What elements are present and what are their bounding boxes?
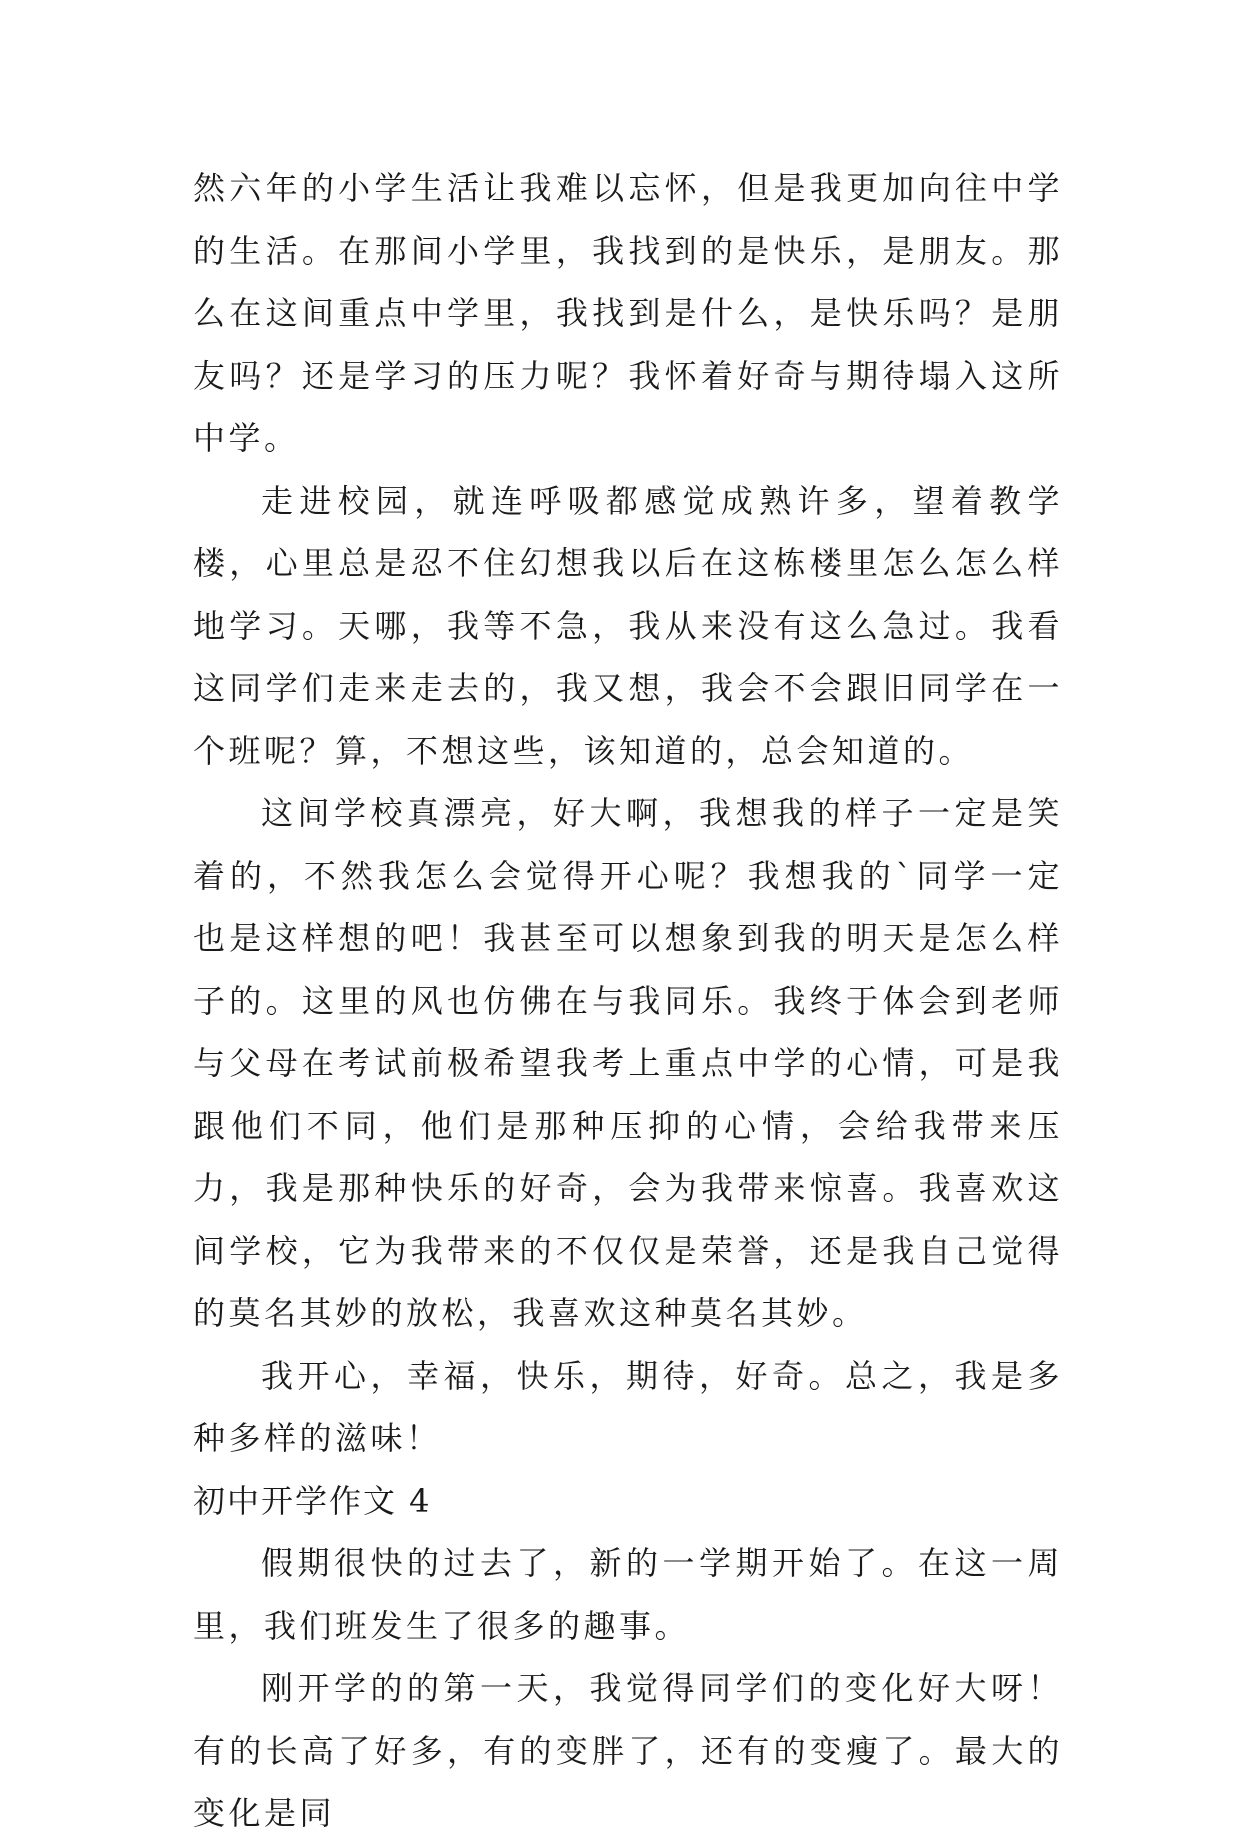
paragraph: 走进校园，就连呼吸都感觉成熟许多，望着教学楼，心里总是忍不住幻想我以后在这栋楼里怎么怎么样地学习。天哪，我等不急，我从来没有这么急过。我看这同学们走来走去的，我又想，我会不会跟旧同学在一个班呢？算，不想这些，该知道的，总会知道的。 <box>193 481 1063 770</box>
section-heading: 初中开学作文 4 <box>193 1481 432 1520</box>
paragraph: 然六年的小学生活让我难以忘怀，但是我更加向往中学的生活。在那间小学里，我找到的是快乐，是朋友。那么在这间重点中学里，我找到是什么，是快乐吗？是朋友吗？还是学习的压力呢？我怀着好奇与期待塌入这所中学。 <box>193 169 1063 457</box>
paragraph: 我开心，幸福，快乐，期待，好奇。总之，我是多种多样的滋味！ <box>193 1356 1063 1457</box>
document-body <box>193 157 1063 1845</box>
paragraph: 刚开学的的第一天，我觉得同学们的变化好大呀！有的长高了好多，有的变胖了，还有的变瘦了。最大的变化是同 <box>193 1669 1063 1832</box>
paragraph: 这间学校真漂亮，好大啊，我想我的样子一定是笑着的，不然我怎么会觉得开心呢？我想我的`同学一定也是这样想的吧！我甚至可以想象到我的明天是怎么样子的。这里的风也仿佛在与我同乐。我终于体会到老师与父母在考试前极希望我考上重点中学的心情，可是我跟他们不同，他们是那种压抑的心情，会给我带来压力，我是那种快乐的好奇，会为我带来惊喜。我喜欢这间学校，它为我带来的不仅仅是荣誉，还是我自己觉得的莫名其妙的放松，我喜欢这种莫名其妙。 <box>193 794 1063 1332</box>
paragraph: 假期很快的过去了，新的一学期开始了。在这一周里，我们班发生了很多的趣事。 <box>193 1544 1063 1645</box>
